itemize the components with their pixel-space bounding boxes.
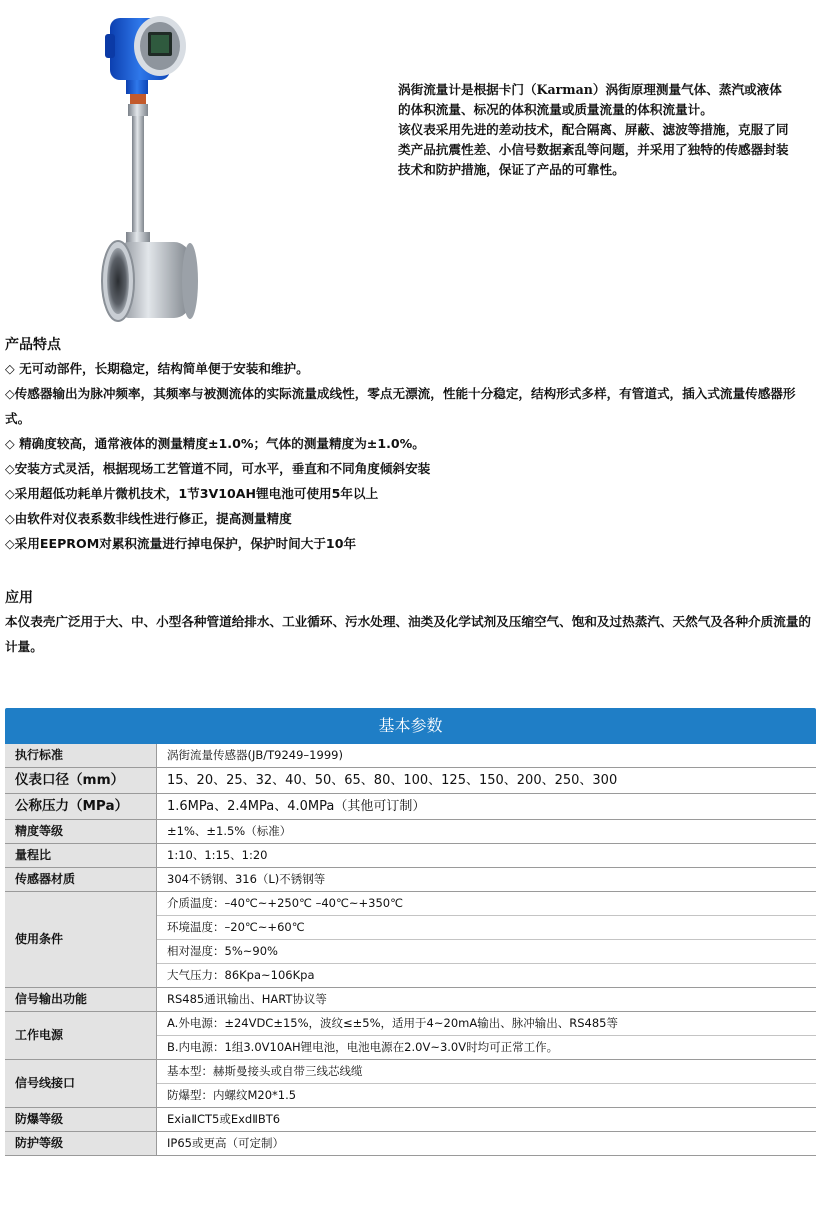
feature-item: ◇传感器输出为脉冲频率，其频率与被测流体的实际流量成线性，零点无漂流，性能十分稳定，结构形式多样，有管道式，插入式流量传感器形式。 — [5, 386, 796, 426]
param-row — [5, 744, 816, 768]
param-value: 15、20、25、32、40、50、65、80、100、125、150、200、250、300 — [157, 768, 817, 794]
feature-item: ◇采用超低功耗单片微机技术，1节3V10AH锂电池可使用5年以上 — [5, 486, 379, 501]
param-value: 环境温度：–20℃~+60℃ — [157, 916, 817, 940]
param-value: 防爆型：内螺纹M20*1.5 — [157, 1084, 817, 1108]
param-label: 信号输出功能 — [5, 988, 157, 1012]
param-label: 仪表口径（mm） — [5, 768, 157, 794]
param-value: 涡街流量传感器(JB/T9249–1999) — [157, 744, 817, 768]
intro-paragraph-2: 该仪表采用先进的差动技术，配合隔离、屏蔽、滤波等措施，克服了同类产品抗震性差、小信号数据紊乱等问题，并采用了独特的传感器封装技术和防护措施，保证了产品的可靠性。 — [398, 122, 789, 177]
param-value: 1.6MPa、2.4MPa、4.0MPa（其他可订制） — [157, 794, 817, 820]
params-table — [5, 708, 816, 1156]
param-label: 量程比 — [5, 844, 157, 868]
param-label: 防爆等级 — [5, 1108, 157, 1132]
param-value: 304不锈钢、316（L)不锈钢等 — [157, 868, 817, 892]
param-label: 防护等级 — [5, 1132, 157, 1156]
param-value: RS485通讯输出、HART协议等 — [157, 988, 817, 1012]
application-title: 应用 — [5, 590, 33, 606]
param-row — [5, 768, 816, 794]
param-row — [5, 794, 816, 820]
application-text: 本仪表壳广泛用于大、中、小型各种管道给排水、工业循环、污水处理、油类及化学试剂及压缩空气、饱和及过热蒸汽、天然气及各种介质流量的计量。 — [5, 614, 811, 654]
param-value: B.内电源：1组3.0V10AH锂电池，电池电源在2.0V~3.0V时均可正常工作。 — [157, 1036, 817, 1060]
param-label: 传感器材质 — [5, 868, 157, 892]
feature-list — [5, 356, 817, 556]
param-row — [5, 1012, 816, 1036]
vortex-flowmeter-image — [96, 4, 206, 322]
feature-item: ◇ 精确度较高，通常液体的测量精度±1.0%；气体的测量精度为±1.0%。 — [5, 436, 425, 451]
intro-paragraph-1: 涡街流量计是根据卡门（Karman）涡街原理测量气体、蒸汽或液体的体积流量、标况的体积流量或质量流量的体积流量计。 — [398, 82, 782, 117]
param-value: 介质温度：–40℃~+250℃ –40℃~+350℃ — [157, 892, 817, 916]
features-title: 产品特点 — [5, 337, 61, 353]
param-label: 信号线接口 — [5, 1060, 157, 1108]
feature-item: ◇采用EEPROM对累积流量进行掉电保护，保护时间大于10年 — [5, 536, 357, 551]
param-label: 公称压力（MPa） — [5, 794, 157, 820]
intro-text — [398, 80, 790, 180]
params-header: 基本参数 — [5, 708, 816, 744]
param-value: ±1%、±1.5%（标准） — [157, 820, 817, 844]
param-label: 执行标准 — [5, 744, 157, 768]
param-value: ExiaⅡCT5或ExdⅡBT6 — [157, 1108, 817, 1132]
param-row — [5, 868, 816, 892]
param-row — [5, 1060, 816, 1084]
param-value: A.外电源：±24VDC±15%，波纹≤±5%，适用于4~20mA输出、脉冲输出、RS485等 — [157, 1012, 817, 1036]
feature-item: ◇安装方式灵活，根据现场工艺管道不同，可水平，垂直和不同角度倾斜安装 — [5, 461, 431, 476]
param-label: 工作电源 — [5, 1012, 157, 1060]
param-row — [5, 1108, 816, 1132]
feature-item: ◇ 无可动部件，长期稳定，结构简单便于安装和维护。 — [5, 361, 309, 376]
params-grid — [5, 744, 816, 1156]
param-value: 基本型：赫斯曼接头或自带三线芯线缆 — [157, 1060, 817, 1084]
param-row — [5, 844, 816, 868]
feature-item: ◇由软件对仪表系数非线性进行修正，提高测量精度 — [5, 511, 292, 526]
param-value: 大气压力：86Kpa~106Kpa — [157, 964, 817, 988]
param-row — [5, 988, 816, 1012]
param-value: IP65或更高（可定制） — [157, 1132, 817, 1156]
param-label: 精度等级 — [5, 820, 157, 844]
param-label: 使用条件 — [5, 892, 157, 988]
param-row — [5, 892, 816, 916]
param-value: 1:10、1:15、1:20 — [157, 844, 817, 868]
param-row — [5, 1132, 816, 1156]
param-row — [5, 820, 816, 844]
param-value: 相对湿度：5%~90% — [157, 940, 817, 964]
